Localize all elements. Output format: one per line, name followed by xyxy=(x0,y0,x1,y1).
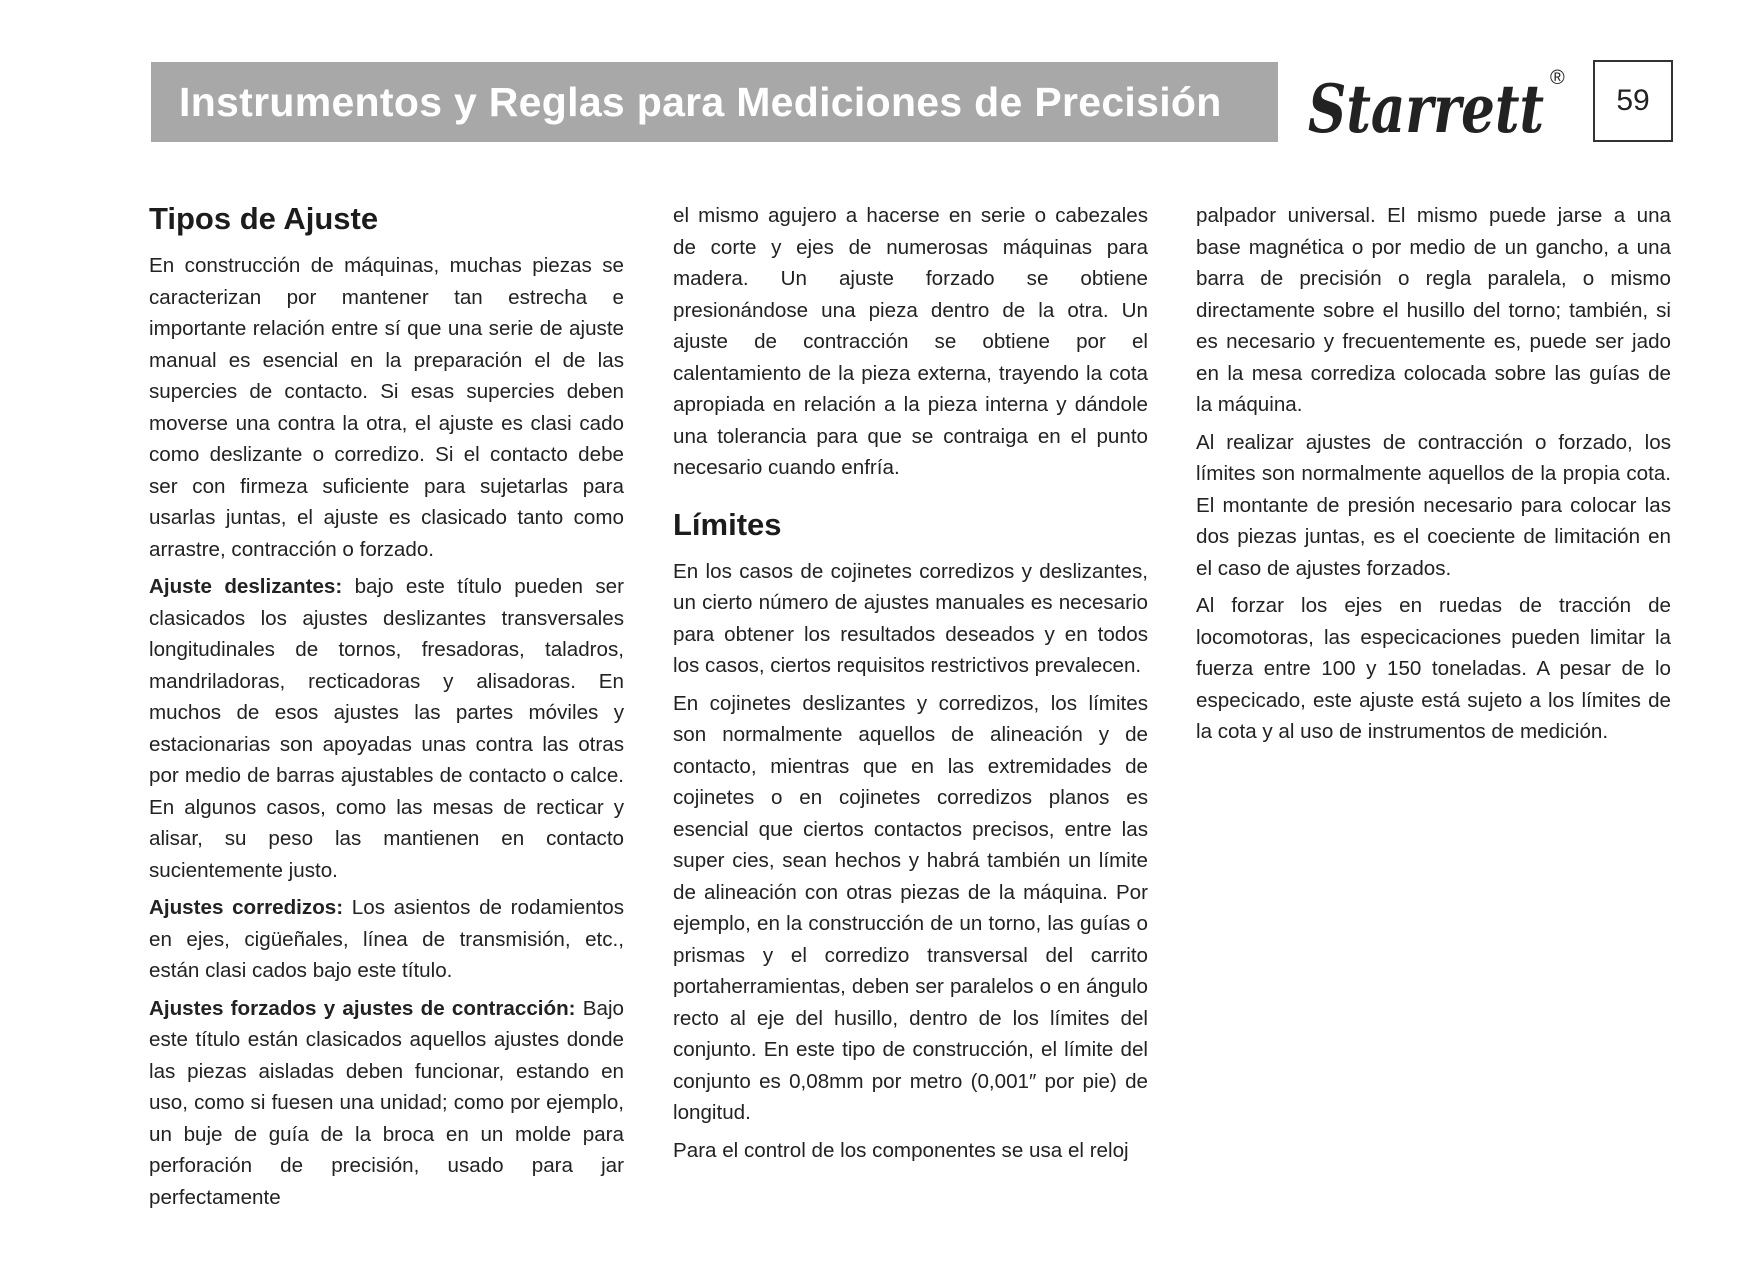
paragraph-ajuste-deslizantes xyxy=(149,571,624,886)
page-number: 59 xyxy=(1616,84,1650,117)
paragraph-limites-cojinetes: En cojinetes deslizantes y corredizos, los límites son normalmente aquellos de alineación y de contacto, mientras que en las extremidades de cojinetes o en cojinetes corredizos planos es esencial que ciertos contactos precisos, entre las super cies, sean hechos y habrá también un límite de alineación con otras piezas de la máquina. Por ejemplo, en la construcción de un torno, las guías o prismas y el corredizo transversal del carrito portaherramientas, deben ser paralelos o en ángulo recto al eje del husillo, dentro de los límites del conjunto. En este tipo de construcción, el límite del conjunto es 0,08mm por metro (0,001″ por pie) de longitud. xyxy=(673,691,1148,1124)
column-left xyxy=(149,200,624,1219)
paragraph-palpador: palpador universal. El mismo puede jarse a una base magnética o por medio de un gancho, a una barra de precisión o regla paralela, o mismo directamente sobre el husillo del torno; también, si es necesario y frecuentemente es, puede ser jado en la mesa corrediza colocada sobre las guías de la máquina. xyxy=(1196,204,1671,416)
section-heading-limites: Límites xyxy=(673,506,782,542)
paragraph-body: bajo este título pueden ser clasicados los ajustes deslizantes transversales longitudinales de tornos, fresadoras, taladros, mandriladoras, recticadoras y alisadoras. En muchos de esos ajustes las partes móviles y estacionarias son apoyadas unas contra las otras por medio de barras ajustables de contacto o calce. En algunos casos, como las mesas de recticar y alisar, su peso las mantienen en contacto sucientemente justo. xyxy=(149,575,624,882)
paragraph-intro: En construcción de máquinas, muchas piezas se caracterizan por mantener tan estrecha e importante relación entre sí que una serie de ajuste manual es esencial en la preparación el de las supercies de contacto. Si esas supercies deben moverse una contra la otra, el ajuste es clasi cado como deslizante o corredizo. Si el contacto debe ser con firmeza suficiente para sujetarlas para usarlas juntas, el ajuste es clasicado tanto como arrastre, contracción o forzado. xyxy=(149,254,624,561)
lead-term: Ajustes corredizos: xyxy=(149,896,344,919)
page-number-box xyxy=(1593,60,1673,142)
column-middle xyxy=(673,200,1148,1172)
column-right xyxy=(1196,200,1671,754)
header-bar xyxy=(151,62,1278,142)
starrett-logo xyxy=(1306,58,1570,148)
paragraph-ajustes-forzados xyxy=(149,993,624,1214)
paragraph-continuation: el mismo agujero a hacerse en serie o cabezales de corte y ejes de numerosas máquinas para madera. Un ajuste forzado se obtiene presionándose una pieza dentro de la otra. Un ajuste de contracción se obtiene por el calentamiento de la pieza externa, trayendo la cota apropiada en relación a la pieza interna y dándole una tolerancia para que se contraiga en el punto necesario cuando enfría. xyxy=(673,204,1148,479)
paragraph-body: Bajo este título están clasicados aquellos ajustes donde las piezas aisladas deben funcionar, estando en uso, como si fuesen una unidad; como por ejemplo, un buje de guía de la broca en un molde para perforación de precisión, usado para jar perfectamente xyxy=(149,996,624,1209)
logo-wordmark: Starrett xyxy=(1308,70,1544,148)
section-heading-tipos-de-ajuste: Tipos de Ajuste xyxy=(149,201,379,236)
paragraph-body: Los asientos de rodamientos en ejes, cigüeñales, línea de transmisión, etc., están clasi cados bajo este título. xyxy=(149,896,624,982)
paragraph-control-componentes: Para el control de los componentes se usa el reloj xyxy=(673,1138,1129,1162)
paragraph-ajustes-corredizos xyxy=(149,892,624,987)
paragraph-locomotoras: Al forzar los ejes en ruedas de tracción de locomotoras, las especicaciones pueden limitar la fuerza entre 100 y 150 toneladas. A pesar de lo especicado, este ajuste está sujeto a los límites de la cota y al uso de instrumentos de medición. xyxy=(1196,594,1671,743)
lead-term: Ajuste deslizantes: xyxy=(149,575,343,598)
page-title: Instrumentos y Reglas para Mediciones de Precisión xyxy=(179,78,1222,125)
paragraph-limites-intro: En los casos de cojinetes corredizos y deslizantes, un cierto número de ajustes manuales es necesario para obtener los resultados deseados y en todos los casos, ciertos requisitos restrictivos prevalecen. xyxy=(673,559,1148,677)
paragraph-contraccion: Al realizar ajustes de contracción o forzado, los límites son normalmente aquellos de la propia cota. El montante de presión necesario para colocar las dos piezas juntas, es el coeciente de limitación en el caso de ajustes forzados. xyxy=(1196,430,1671,580)
lead-term: Ajustes forzados y ajustes de contracción: xyxy=(149,996,576,1020)
registered-mark: ® xyxy=(1550,67,1565,89)
